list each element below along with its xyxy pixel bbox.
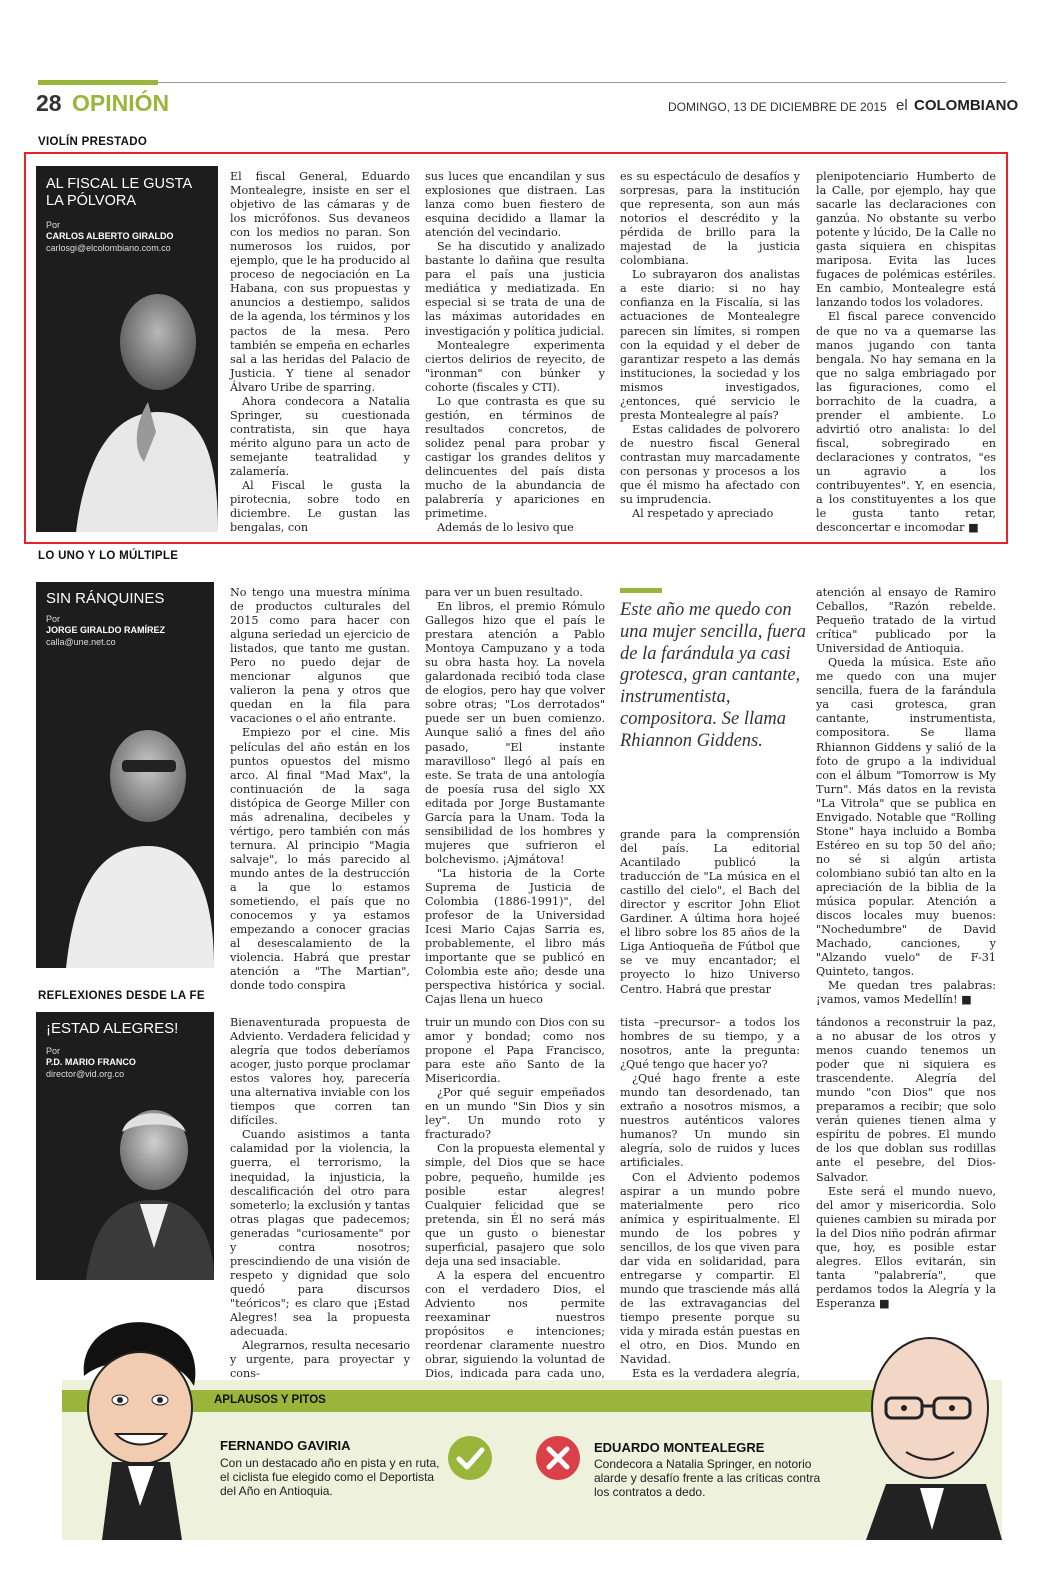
- author-name: P.D. MARIO FRANCO: [46, 1057, 136, 1067]
- section-label-reflexiones: REFLEXIONES DESDE LA FE: [38, 990, 205, 1002]
- article1-column-1-text-para-3: Al Fiscal le gusta la pirotecnia, sobre todo en diciembre. Le gustan las bengalas, con: [230, 479, 410, 535]
- article2-column-4-text-para-1: atención al ensayo de Ramiro Ceballos, "Razón rebelde. Pequeño tratado de la virtud crítica" publicado por la Universidad de Antioquia.: [816, 586, 996, 656]
- byline-label: Por: [46, 220, 61, 230]
- article1-column-2-text-para-2: Se ha discutido y analizado bastante lo dañina que resulta para el país una justicia mediática y mediatizada. En especial si se trata de una de las máximas autoridades en investigación y política judicial.: [425, 240, 605, 338]
- article2-column-1-text-para-2: Empiezo por el cine. Mis películas del año están en los puntos opuestos del mismo arco. Al final "Mad Max", la continuación de la saga distópica de George Miller con más adrenalina, decibeles y vértigo, pero también con más ternura. Al principio "Magia salvaje", lo más parecido al mundo antes de la destrucción a la que lo estamos sometiendo, el país que no conocemos y ya estamos empezando a conocer gracias al desescalamiento de la violencia. Habrá que prestar atención a "The Martian", donde todo conspira: [230, 726, 410, 993]
- article1-column-2-text-para-4: Lo que contrasta es que su gestión, en términos de resultados concretos, de solidez penal para probar y castigar los grandes delitos y delincuentes del país dista mucho de la abundancia de palabrería y apariciones en primetime.: [425, 394, 605, 521]
- article2-column-2-text-para-3: "La historia de la Corte Suprema de Justicia de Colombia (1886-1991)", del profesor de la Universidad Icesi Mario Cajas Sarria es, probablemente, el libro más importante que se publicó en Colombia este año; desde una perspectiva histórica y social. Cajas llena un hueco: [425, 866, 605, 1007]
- byline-label: Por: [46, 614, 61, 624]
- article3-column-2: [425, 1016, 605, 1381]
- article1-column-1-text-para-1: El fiscal General, Eduardo Montealegre, insiste en ser el objetivo de las cámaras y de los micrófonos. Sus devaneos con los medios no paran. Son numerosos los ruidos, por ejemplo, que le ha producido al proceso de negociación en La Habana, con sus propuestas y anuncios a destiempo, salidos de la agenda, los términos y los pactos de la mesa. Pero también se empeña en echarles sal a las heridas del Palacio de Justicia. Y tiene al senador Álvaro Uribe de sparring.: [230, 170, 410, 394]
- article3-column-2-text-para-1: truir un mundo con Dios con su amor y bondad; como nos propone el Papa Francisco, para este año Santo de la Misericordia.: [425, 1016, 605, 1086]
- article3-column-3-text-para-4: Esta es la verdadera alegría,: [632, 1367, 800, 1381]
- author-portrait-image: [36, 1088, 214, 1280]
- author-panel-franco: [36, 1012, 214, 1280]
- article2-column-2: [425, 586, 605, 1007]
- article1-column-2: [425, 170, 605, 535]
- section-label-violin-prestado: VIOLÍN PRESTADO: [38, 136, 148, 148]
- author-email[interactable]: calla@une.net.co: [46, 637, 116, 647]
- article3-column-4: [816, 1016, 996, 1320]
- article2-column-4-text-para-3: Me quedan tres palabras: ¡vamos, vamos Medellín! ■: [816, 979, 996, 1007]
- header-accent-bar: [38, 80, 158, 85]
- article3-column-1: [230, 1016, 410, 1381]
- article3-column-4-text-para-2: Este será el mundo nuevo, del amor y misericordia. Solo quienes cambien su mirada por la del Dios niño podrán afirmar que, hoy, es posible estar alegres. Ellos evitarán, sin tanta "palabrería", que perdamos todos la Alegría y la Esperanza ■: [816, 1184, 996, 1310]
- paper-logo-prefix: el: [896, 97, 908, 114]
- paper-logo-name: COLOMBIANO: [914, 97, 1019, 114]
- boo-name: EDUARDO MONTEALEGRE: [594, 1440, 765, 1455]
- author-panel-giraldo-ramirez: [36, 582, 214, 968]
- article3-column-3-text-para-2: ¿Qué hago frente a este mundo tan desordenado, tan extraño a nosotros mismos, a nuestros auténticos valores humanos? Un mundo sin alegría, solo de ruidos y luces artificiales.: [620, 1072, 800, 1170]
- author-email[interactable]: director@vid.org.co: [46, 1069, 125, 1079]
- article2-column-1: [230, 586, 410, 993]
- author-portrait-image: [36, 656, 214, 968]
- article1-column-1-text-para-2: Ahora condecora a Natalia Springer, su cuestionada contratista, sin que haya mérito alguno para un acto de semejante teatralidad y zalamería.: [230, 394, 410, 478]
- article1-column-2-text-para-3: Montealegre experimenta ciertos delirios de reyecito, de "ironman" con búnker y cohorte (fiscales y CTI).: [425, 338, 605, 394]
- aplausos-title: APLAUSOS Y PITOS: [214, 1394, 326, 1406]
- article3-column-3: [620, 1016, 800, 1381]
- article3-column-4-text-para-1: tándonos a reconstruir la paz, a no abusar de los otros y menos cuando tenemos un poder que ni siquiera es trascendente. Alegría del mundo "con Dios" que nos preparamos a recibir; que solo verán quienes tienen alma y espíritu de pobres. El mundo de los que doblan sus rodillas ante el pesebre, del Dios-Salvador.: [816, 1016, 996, 1184]
- column-title: ¡ESTAD ALEGRES!: [46, 1020, 179, 1037]
- pullquote: Este año me quedo con una mujer sencilla, fuera de la farándula ya casi grotesca, gran cantante, instrumentista, compositora. Se llama Rhiannon Giddens.: [620, 600, 807, 751]
- caricature-gaviria-image: [62, 1316, 212, 1540]
- author-email[interactable]: carlosgi@elcolombiano.com.co: [46, 243, 171, 253]
- section-label-lo-uno: LO UNO Y LO MÚLTIPLE: [38, 550, 179, 562]
- header-rule: [158, 82, 1006, 83]
- article2-column-2-text-para-2: En libros, el premio Rómulo Gallegos hizo que el país le prestara atención a Pablo Montoya Campuzano y a toda su obra hasta hoy. La novela galardonada recibió toda clase de elogios, pero hay que volver sobre otras; "Los derrotados" puede ser un buen comienzo. Aunque salió a fines del año pasado, "El instante maravilloso" llegó al país en este. Se trata de una antología de poesía rusa del siglo XX editada por Jorge Bustamante García para la Unam. Toda la sensibilidad de los hombres y mujeres que sufrieron el bolchevismo. ¡Ajmátova!: [425, 600, 605, 866]
- article3-column-2-text-para-3: Con la propuesta elemental y simple, del Dios que se hace pobre, pequeño, humilde ¡es posible estar alegres! Cualquier felicidad que se pretenda, sin Él no será más que un gusto o bienestar superficial, pasajero que solo deja una sed insaciable.: [425, 1142, 605, 1268]
- article2-column-4: [816, 586, 996, 1007]
- article1-column-4-text-para-1: plenipotenciario Humberto de la Calle, por ejemplo, hay que sacarle las declaraciones con ganzúa. No obstante su verbo potente y lúcido, De la Calle no gasta siquiera en chispitas mariposa. Evita las luces fugaces de polémicas estériles. En cambio, Montealegre está lanzando todos los voladores.: [816, 170, 996, 310]
- article3-column-3-text-para-3: Con el Adviento podemos aspirar a un mundo pobre materialmente pero rico anímica y espiritualmente. El mundo de los pobres y sencillos, de los que viven para dar vida en solidaridad, para entregarse y compartir. El mundo que trasciende más allá de las extravagancias del tiempo presente porque su vida y mirada están puestas en el otro, en Dios. Mundo en Navidad.: [620, 1170, 800, 1367]
- column-title-line-1: AL FISCAL LE GUSTA: [46, 176, 193, 192]
- author-panel-giraldo: [36, 166, 218, 532]
- caricature-montealegre-image: [836, 1316, 1004, 1540]
- article3-column-1-text-para-2: Cuando asistimos a tanta calamidad por la violencia, la guerra, el terrorismo, la inequidad, la injusticia, la descalificación del otro para someterlo; la exclusión y tantas otras plagas que padecemos; generadas "curiosamente" por y contra nosotros; prescindiendo de una visión de respeto y dignidad que solo quedó para discursos "teóricos"; es claro que ¡Estad Alegres! sea la propuesta adecuada.: [230, 1128, 410, 1339]
- article3-column-1-text-para-1: Bienaventurada propuesta de Adviento. Verdadera felicidad y alegría que todos deberíamos acoger, justo porque proclamar estos valores hoy, parecería una alternativa inviable con los tiempos que corren tan difíciles.: [230, 1016, 410, 1128]
- pullquote-accent-bar: [620, 588, 662, 593]
- column-title-line-2: LA PÓLVORA: [46, 192, 136, 209]
- article1-column-3: [620, 170, 800, 532]
- article1-column-2-text-para-5: Además de lo lesivo que: [437, 521, 574, 535]
- article1-column-3-text-para-2: Lo subrayaron dos analistas a este diario: si no hay confianza en la Fiscalía, si las actuaciones de Montealegre parecen sin límites, si rompen con la equidad y el deber de garantizar respeto a las demás instituciones, la sociedad y los mismos investigados, ¿entonces, qué servicio le presta Montealegre al país?: [620, 268, 800, 422]
- article2-column-3: [620, 828, 800, 996]
- article2-column-3-text: grande para la comprensión del país. La editorial Acantilado publicó la traducción de "La música en el castillo del cielo", el Bach del director y escritor John Eliot Gardiner. A última hora hojeé el libro sobre los 85 años de la Liga Antioqueña de Fútbol que se ve muy encantador; el proyecto lo hizo Universo Centro. Habrá que prestar: [620, 828, 800, 996]
- column-title: SIN RÁNQUINES: [46, 590, 165, 607]
- column-title: [46, 176, 192, 209]
- author-name: JORGE GIRALDO RAMÍREZ: [46, 625, 166, 635]
- boo-text: Condecora a Natalia Springer, en notorio alarde y desafío frente a las críticas contra los contratos a dedo.: [594, 1457, 821, 1499]
- article3-column-3-text-para-1: tista –precursor– a todos los hombres de su tiempo, y a nosotros, ante la pregunta: ¿Qué tengo que hacer yo?: [620, 1016, 800, 1072]
- close-icon: [534, 1434, 582, 1482]
- applause-text: Con un destacado año en pista y en ruta, el ciclista fue elegido como el Deportista del Año en Antioquia.: [220, 1456, 440, 1498]
- author-portrait-image: [36, 262, 218, 532]
- article2-column-1-text-para-1: No tengo una muestra mínima de productos culturales del 2015 como para hacer con alguna seriedad un ejercicio de listados, que tanto me gustan. Pero no puedo dejar de mencionar algunos que valieron la pena y otros que quedan en la fila para vacaciones o el año entrante.: [230, 586, 410, 726]
- page-number: 28: [36, 90, 62, 116]
- applause-name: FERNANDO GAVIRIA: [220, 1438, 351, 1453]
- article2-column-2-text-para-1: para ver un buen resultado.: [425, 586, 583, 599]
- section-title: OPINIÓN: [72, 90, 170, 116]
- article1-column-2-text-para-1: sus luces que encandilan y sus explosiones que distraen. Las lanza como buen fiestero de esquina decidido a llamar la atención del vecindario.: [425, 170, 605, 240]
- article1-column-3-text-para-4: Al respetado y apreciado: [632, 507, 774, 521]
- author-name: CARLOS ALBERTO GIRALDO: [46, 231, 174, 241]
- article3-column-2-text-para-2: ¿Por qué seguir empeñados en un mundo "Sin Dios y sin ley". Un mundo roto y fracturado?: [425, 1086, 605, 1142]
- issue-date: DOMINGO, 13 DE DICIEMBRE DE 2015: [668, 100, 887, 114]
- article1-column-3-text-para-1: es su espectáculo de desafíos y sorpresas, para la institución que representa, son aun más notorios el descrédito y la pérdida de brillo para la majestad de la justicia colombiana.: [620, 170, 800, 268]
- article1-column-4-text-para-2: El fiscal parece convencido de que no va a quemarse las manos jugando con tanta bengala. No hay semana en la que no salga embriagado por las figuraciones, como el borrachito de la cuadra, a prender el ambiente. Lo advirtió otro analista: lo del fiscal, sobregirado en declaraciones y contratos, "es un agravio a los contribuyentes". Y, en esencia, a los constituyentes a los que le gusta tanto retar, desconcertar e incomodar ■: [816, 310, 996, 535]
- article1-column-3-text-para-3: Estas calidades de polvorero de nuestro fiscal General contrastan muy marcadamente con personas y procesos a los que él mismo ha afectado con su imprudencia.: [620, 422, 800, 507]
- byline-label: Por: [46, 1046, 61, 1056]
- check-icon: [446, 1434, 494, 1482]
- article1-column-4: [816, 170, 996, 535]
- article3-column-2-text-para-4: A la espera del encuentro con el verdadero Dios, el Adviento nos permite reexaminar nuestros propósitos e intenciones; reordenar claramente nuestro obrar, siguiendo la voluntad de Dios, indicada para cada uno,: [425, 1268, 605, 1381]
- article1-column-1: [230, 170, 410, 535]
- article2-column-4-text-para-2: Queda la música. Este año me quedo con una mujer sencilla, fuera de la farándula ya casi grotesca, gran cantante, instrumentista, compositora. Se llama Rhiannon Giddens y salió de la foto de grupo a la individual con el álbum "Tomorrow is My Turn". Más datos en la revista "La Vitrola" que se publica en Envigado. Notable que "Rolling Stone" haya incluido a Bomba Estéreo en su top 50 del año; no sé si algún artista colombiano subió tan alto en la apreciación de la biblia de la música popular. Atención a discos locales muy buenos: "Nochedumbre" de David Machado, canciones, y "Alzando vuelo" de F-31 Quinteto, tangos.: [816, 656, 996, 979]
- article3-column-1-text-para-3: Alegrarnos, resulta necesario y urgente, para proyectar y cons-: [230, 1339, 410, 1381]
